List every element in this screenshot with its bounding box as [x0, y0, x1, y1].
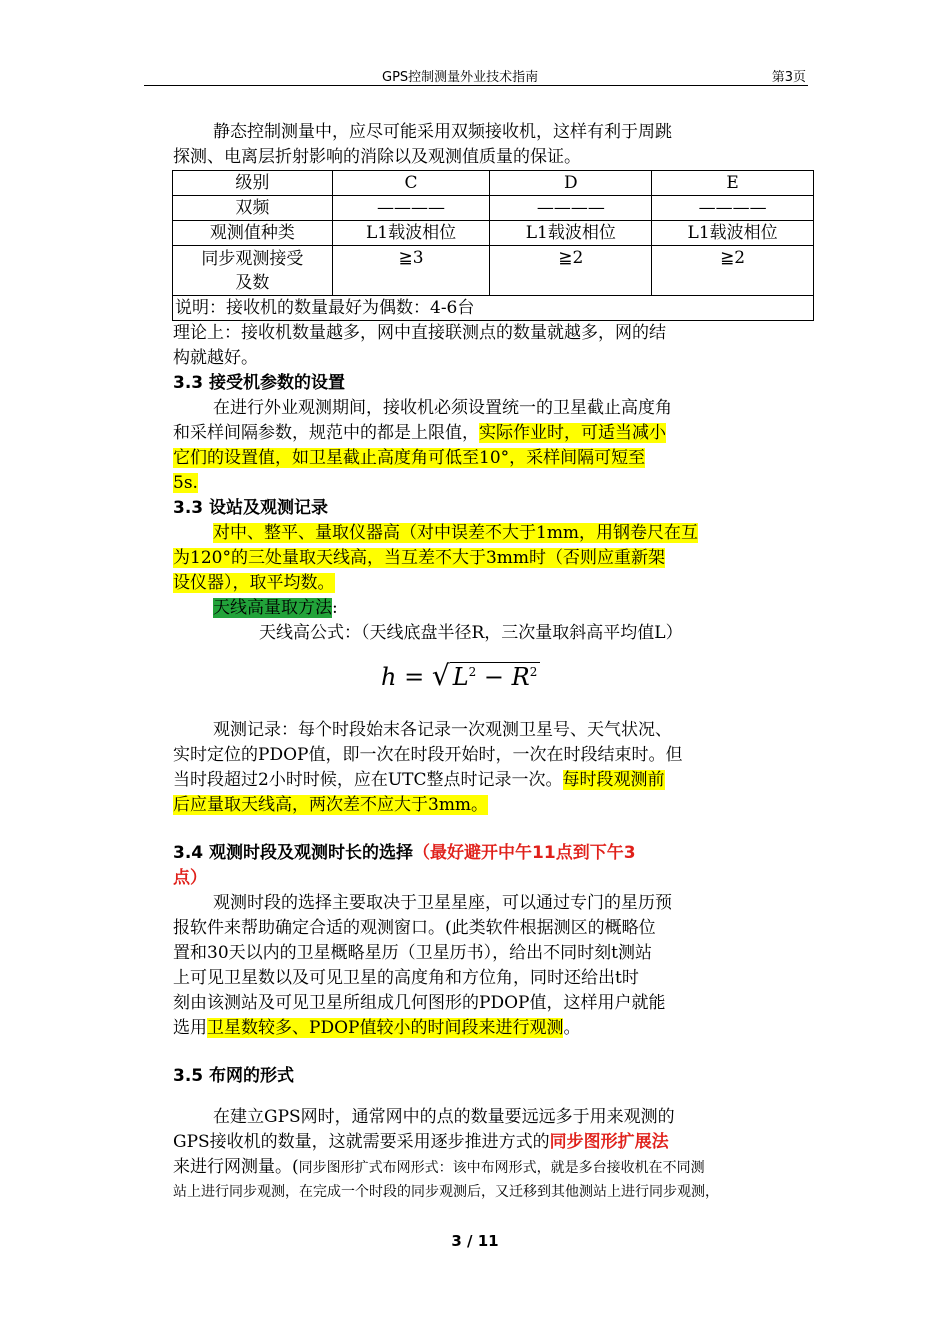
highlighted-text: 5s.: [173, 473, 198, 493]
text-span: GPS接收机的数量，这就需要采用逐步推进方式的: [173, 1132, 550, 1152]
table-cell: ————: [652, 196, 814, 221]
table-cell: ————: [332, 196, 490, 221]
paragraph-line: [173, 1016, 813, 1041]
table-header-cell: 级别: [173, 171, 333, 196]
table-cell: 观测值种类: [173, 221, 333, 246]
formula-L: L: [452, 663, 469, 691]
paragraph-line: [173, 521, 813, 546]
table-header-row: [173, 171, 814, 196]
highlighted-text: 设仪器），取平均数。: [173, 573, 335, 593]
intro-line-1: 静态控制测量中，应尽可能采用双频接收机，这样有利于周跳: [213, 122, 672, 142]
paragraph-line: 观测时段的选择主要取决于卫星星座，可以通过专门的星历预: [213, 893, 672, 913]
table-cell: ≧2: [490, 246, 652, 296]
table-header-cell: E: [652, 171, 814, 196]
table-header-cell: C: [332, 171, 490, 196]
theory-line-2: 构就越好。: [173, 348, 258, 368]
antenna-height-formula: [173, 646, 813, 718]
receiver-spec-table: [172, 170, 814, 321]
paragraph-line: 上可见卫星数以及可见卫星的高度角和方位角，同时还给出t时: [173, 968, 639, 988]
paragraph-line: [173, 1155, 813, 1180]
table-cell: L1载波相位: [490, 221, 652, 246]
formula-radicand: [450, 662, 541, 691]
paragraph-line: [173, 421, 813, 446]
heading-text: 3.4 观测时段及观测时长的选择: [173, 843, 414, 863]
formula-intro: 天线高公式：（天线底盘半径R，三次量取斜高平均值L）: [259, 623, 683, 643]
paragraph-line: 置和30天以内的卫星概略星历（卫星历书），给出不同时刻t测站: [173, 943, 652, 963]
paragraph-line: [173, 546, 813, 571]
table-cell: ≧3: [332, 246, 490, 296]
formula-equals: =: [404, 663, 425, 691]
highlighted-text: 实际作业时，可适当减小: [479, 423, 666, 443]
paragraph-line: 站上进行同步观测，在完成一个时段的同步观测后，又迁移到其他测站上进行同步观测，: [173, 1184, 719, 1200]
text-span: 来进行网测量。(: [173, 1157, 299, 1177]
header-page-number: 第3页: [771, 70, 806, 85]
theory-line-1: 理论上：接收机数量越多，网中直接联测点的数量就越多，网的结: [173, 323, 666, 343]
paragraph-line: [173, 571, 813, 596]
highlighted-text: 后应量取天线高，两次差不应大于3mm。: [173, 795, 489, 815]
table-row: [173, 221, 814, 246]
section-heading-3-4-cont: [173, 866, 813, 891]
paragraph-line: 报软件来帮助确定合适的观测窗口。(此类软件根据测区的概略位: [173, 918, 656, 938]
text-span: 当时段超过2小时时候，应在UTC整点时记录一次。: [173, 770, 563, 790]
section-heading-3-4: [173, 841, 813, 866]
table-cell: [173, 246, 333, 296]
paragraph-line: 刻由该测站及可见卫星所组成几何图形的PDOP值，这样用户就能: [173, 993, 666, 1013]
section-heading-3-3-params: 3.3 接受机参数的设置: [173, 373, 346, 393]
table-cell: L1载波相位: [652, 221, 814, 246]
small-text: 同步图形扩式布网形式：该中布网形式，就是多台接收机在不同测: [298, 1160, 705, 1176]
table-cell: 双频: [173, 196, 333, 221]
red-bold-text: 同步图形扩展法: [549, 1132, 669, 1152]
document-body: [173, 120, 813, 1205]
paragraph-line: 实时定位的PDOP值，即一次在时段开始时，一次在时段结束时。但: [173, 745, 683, 765]
table-row: [173, 196, 814, 221]
formula-exponent: 2: [468, 665, 477, 679]
formula-expression: [381, 660, 540, 690]
paragraph-line: [173, 768, 813, 793]
red-heading-note: 点）: [173, 868, 207, 888]
table-cell: ————: [490, 196, 652, 221]
formula-R: R: [511, 663, 530, 691]
table-note-row: [173, 296, 814, 321]
paragraph-line: [173, 1130, 813, 1155]
page-header: [144, 58, 808, 86]
text-span: 和采样间隔参数，规范中的都是上限值，: [173, 423, 479, 443]
intro-line-2: 探测、电离层折射影响的消除以及观测值质量的保证。: [173, 147, 581, 167]
text-span: 。: [563, 1018, 581, 1038]
section-heading-3-5: 3.5 布网的形式: [173, 1066, 295, 1086]
highlighted-text: 卫星数较多、PDOP值较小的时间段来进行观测: [207, 1018, 564, 1038]
table-note: 说明：接收机的数量最好为偶数：4-6台: [173, 296, 814, 321]
red-heading-note: （最好避开中午11点到下午3: [413, 843, 636, 863]
section-heading-3-3-setup: 3.3 设站及观测记录: [173, 498, 329, 518]
table-cell: L1载波相位: [332, 221, 490, 246]
table-cell: ≧2: [652, 246, 814, 296]
table-row: [173, 246, 814, 296]
paragraph-line: 在建立GPS网时，通常网中的点的数量要远远多于用来观测的: [213, 1107, 675, 1127]
paragraph-line: 观测记录：每个时段始末各记录一次观测卫星号、天气状况、: [213, 720, 672, 740]
paragraph-line: [173, 471, 813, 496]
formula-lhs: h: [381, 663, 397, 691]
text-span: :: [332, 598, 338, 618]
green-highlighted-text: 天线高量取方法: [213, 598, 332, 618]
table-cell-line: 同步观测接受: [201, 248, 304, 269]
highlighted-text: 为120°的三处量取天线高，当互差不大于3mm时（否则应重新架: [173, 548, 666, 568]
paragraph-line: 在进行外业观测期间，接收机必须设置统一的卫星截止高度角: [213, 398, 672, 418]
highlighted-text: 它们的设置值，如卫星截止高度角可低至10°，采样间隔可短至: [173, 448, 646, 468]
formula-exponent: 2: [529, 665, 538, 679]
sqrt-symbol: √: [431, 659, 450, 692]
text-span: 选用: [173, 1018, 207, 1038]
paragraph-line: [173, 793, 813, 818]
table-cell-line: 及数: [235, 272, 270, 293]
formula-minus: −: [483, 663, 505, 691]
page-footer-number: 3 / 11: [451, 1232, 499, 1250]
paragraph-line: [173, 446, 813, 471]
table-header-cell: D: [490, 171, 652, 196]
paragraph-line: [173, 596, 813, 621]
highlighted-text: 每时段观测前: [562, 770, 665, 790]
header-title: GPS控制测量外业技术指南: [382, 70, 539, 85]
highlighted-text: 对中、整平、量取仪器高（对中误差不大于1mm，用钢卷尺在互: [213, 523, 699, 543]
